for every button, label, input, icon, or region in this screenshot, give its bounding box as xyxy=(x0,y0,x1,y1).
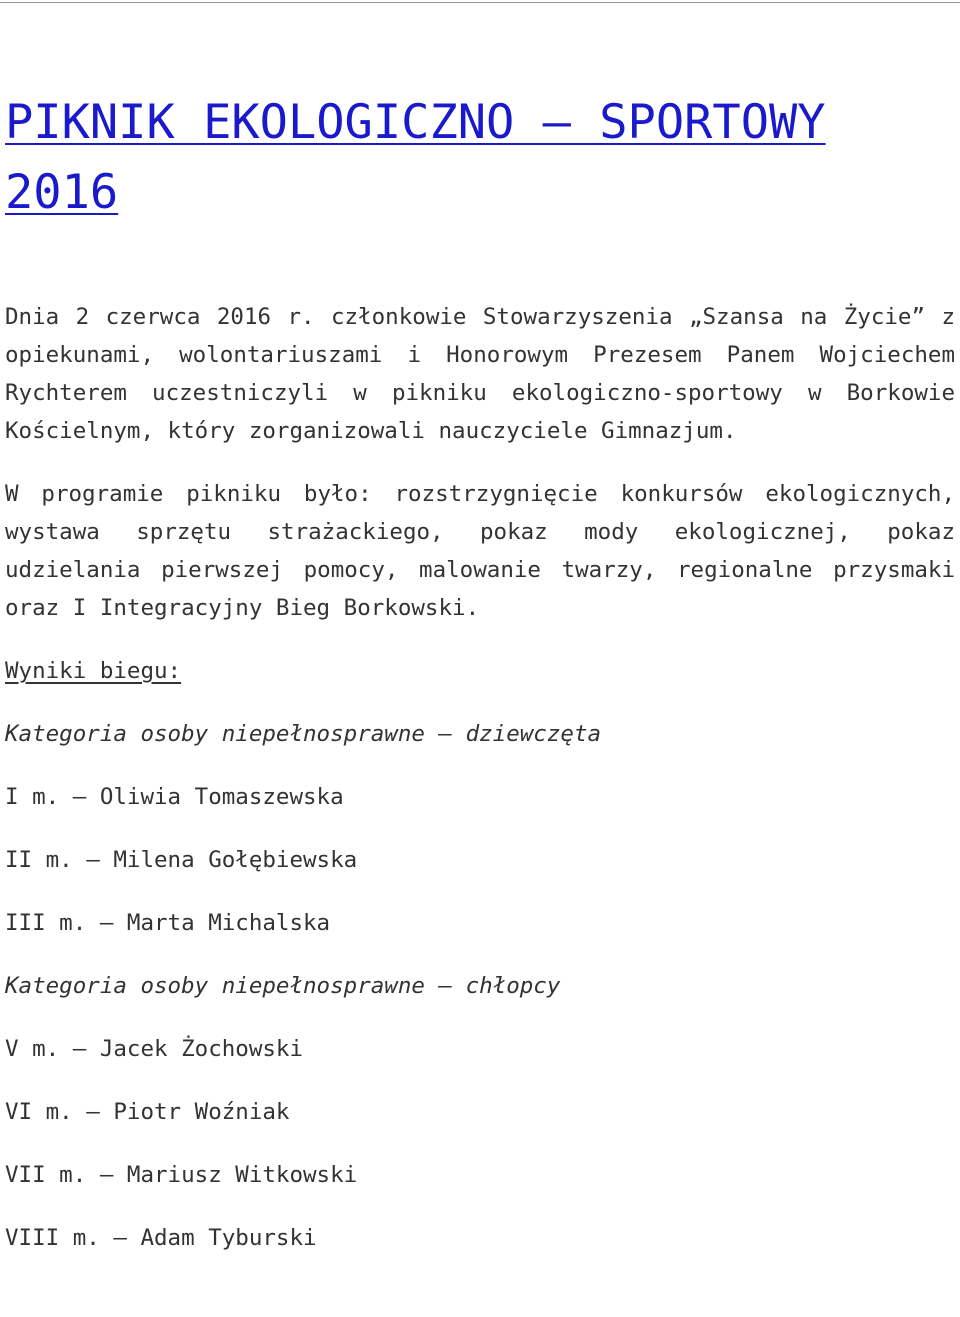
results-heading: Wyniki biegu: xyxy=(5,658,182,684)
top-divider xyxy=(0,2,960,3)
result-item: III m. – Marta Michalska xyxy=(5,910,331,936)
result-item: VIII m. – Adam Tyburski xyxy=(5,1225,317,1251)
result-item: I m. – Oliwia Tomaszewska xyxy=(5,784,344,810)
result-item: V m. – Jacek Żochowski xyxy=(5,1036,304,1062)
program-paragraph: W programie pikniku było: rozstrzygnięcie konkursów ekologicznych, wystawa sprzętu strażackiego, pokaz mody ekologicznej, pokaz udzielania pierwszej pomocy, malowanie twarzy, regionalne przysmaki oraz I Integracyjny Bieg Borkowski. xyxy=(5,481,955,621)
result-item: VII m. – Mariusz Witkowski xyxy=(5,1162,358,1188)
page-title xyxy=(5,88,955,228)
category-heading-girls: Kategoria osoby niepełnosprawne – dziewczęta xyxy=(5,721,602,747)
article xyxy=(5,88,955,1257)
result-item: II m. – Milena Gołębiewska xyxy=(5,847,358,873)
category-heading-boys: Kategoria osoby niepełnosprawne – chłopcy xyxy=(5,973,561,999)
intro-paragraph: Dnia 2 czerwca 2016 r. członkowie Stowarzyszenia „Szansa na Życie” z opiekunami, wolontariuszami i Honorowym Prezesem Panem Wojciechem Rychterem uczestniczyli w pikniku ekologiczno-sportowy w Borkowie Kościelnym, który zorganizowali nauczyciele Gimnazjum. xyxy=(5,304,955,444)
title-link[interactable]: PIKNIK EKOLOGICZNO – SPORTOWY 2016 xyxy=(5,95,826,220)
result-item: VI m. – Piotr Woźniak xyxy=(5,1099,290,1125)
